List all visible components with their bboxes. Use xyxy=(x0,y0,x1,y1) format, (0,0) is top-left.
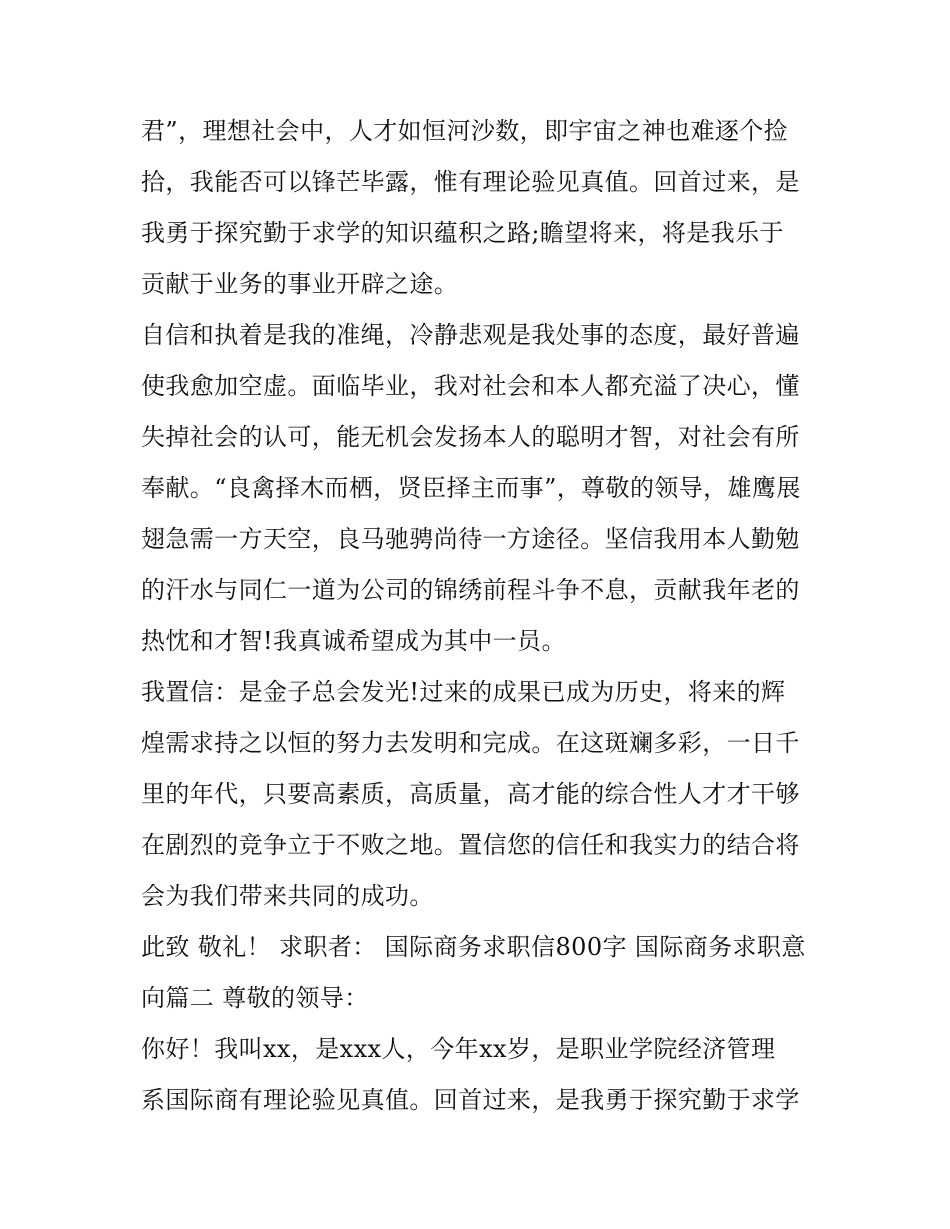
text-line: 系国际商有理论验见真值。回首过来，是我勇于探究勤于求学 xyxy=(141,1086,800,1114)
text-line: 的汗水与同仁一道为公司的锦绣前程斗争不息，贡献我年老的 xyxy=(141,576,800,604)
text-line: 拾，我能否可以锋芒毕露，惟有理论验见真值。回首过来，是 xyxy=(141,168,800,196)
text-line: 翅急需一方天空，良马驰骋尚待一方途径。坚信我用本人勤勉 xyxy=(141,525,800,553)
text-line: 君”，理想社会中，人才如恒河沙数，即宇宙之神也难逐个捡 xyxy=(141,117,789,145)
text-line: 会为我们带来共同的成功。 xyxy=(141,882,434,910)
text-line: 热忱和才智!我真诚希望成为其中一员。 xyxy=(141,627,566,655)
letter-body xyxy=(141,106,821,1126)
text-line: 奉献。“良禽择木而栖，贤臣择主而事”，尊敬的领导，雄鹰展 xyxy=(141,474,801,502)
text-line: 在剧烈的竞争立于不败之地。置信您的信任和我实力的结合将 xyxy=(141,831,800,859)
text-line: 使我愈加空虚。面临毕业，我对社会和本人都充溢了决心，懂 xyxy=(141,372,800,400)
text-line: 失掉社会的认可，能无机会发扬本人的聪明才智，对社会有所 xyxy=(141,423,800,451)
text-line: 煌需求持之以恒的努力去发明和完成。在这斑斓多彩，一日千 xyxy=(141,729,800,757)
text-line: 向篇二 尊敬的领导： xyxy=(141,984,369,1012)
text-line: 贡献于业务的事业开辟之途。 xyxy=(141,270,459,298)
text-line: 此致 敬礼！ 求职者： 国际商务求职信800字 国际商务求职意 xyxy=(141,933,806,961)
text-line: 你好！我叫xx，是xxx人，今年xx岁，是职业学院经济管理 xyxy=(141,1035,776,1063)
text-line: 我勇于探究勤于求学的知识蕴积之路;瞻望将来，将是我乐于 xyxy=(141,219,784,247)
text-line: 里的年代，只要高素质，高质量，高才能的综合性人才才干够 xyxy=(141,780,800,808)
text-line: 自信和执着是我的准绳，冷静悲观是我处事的态度，最好普遍 xyxy=(141,321,800,349)
text-line: 我置信：是金子总会发光!过来的成果已成为历史，将来的辉 xyxy=(141,678,786,706)
